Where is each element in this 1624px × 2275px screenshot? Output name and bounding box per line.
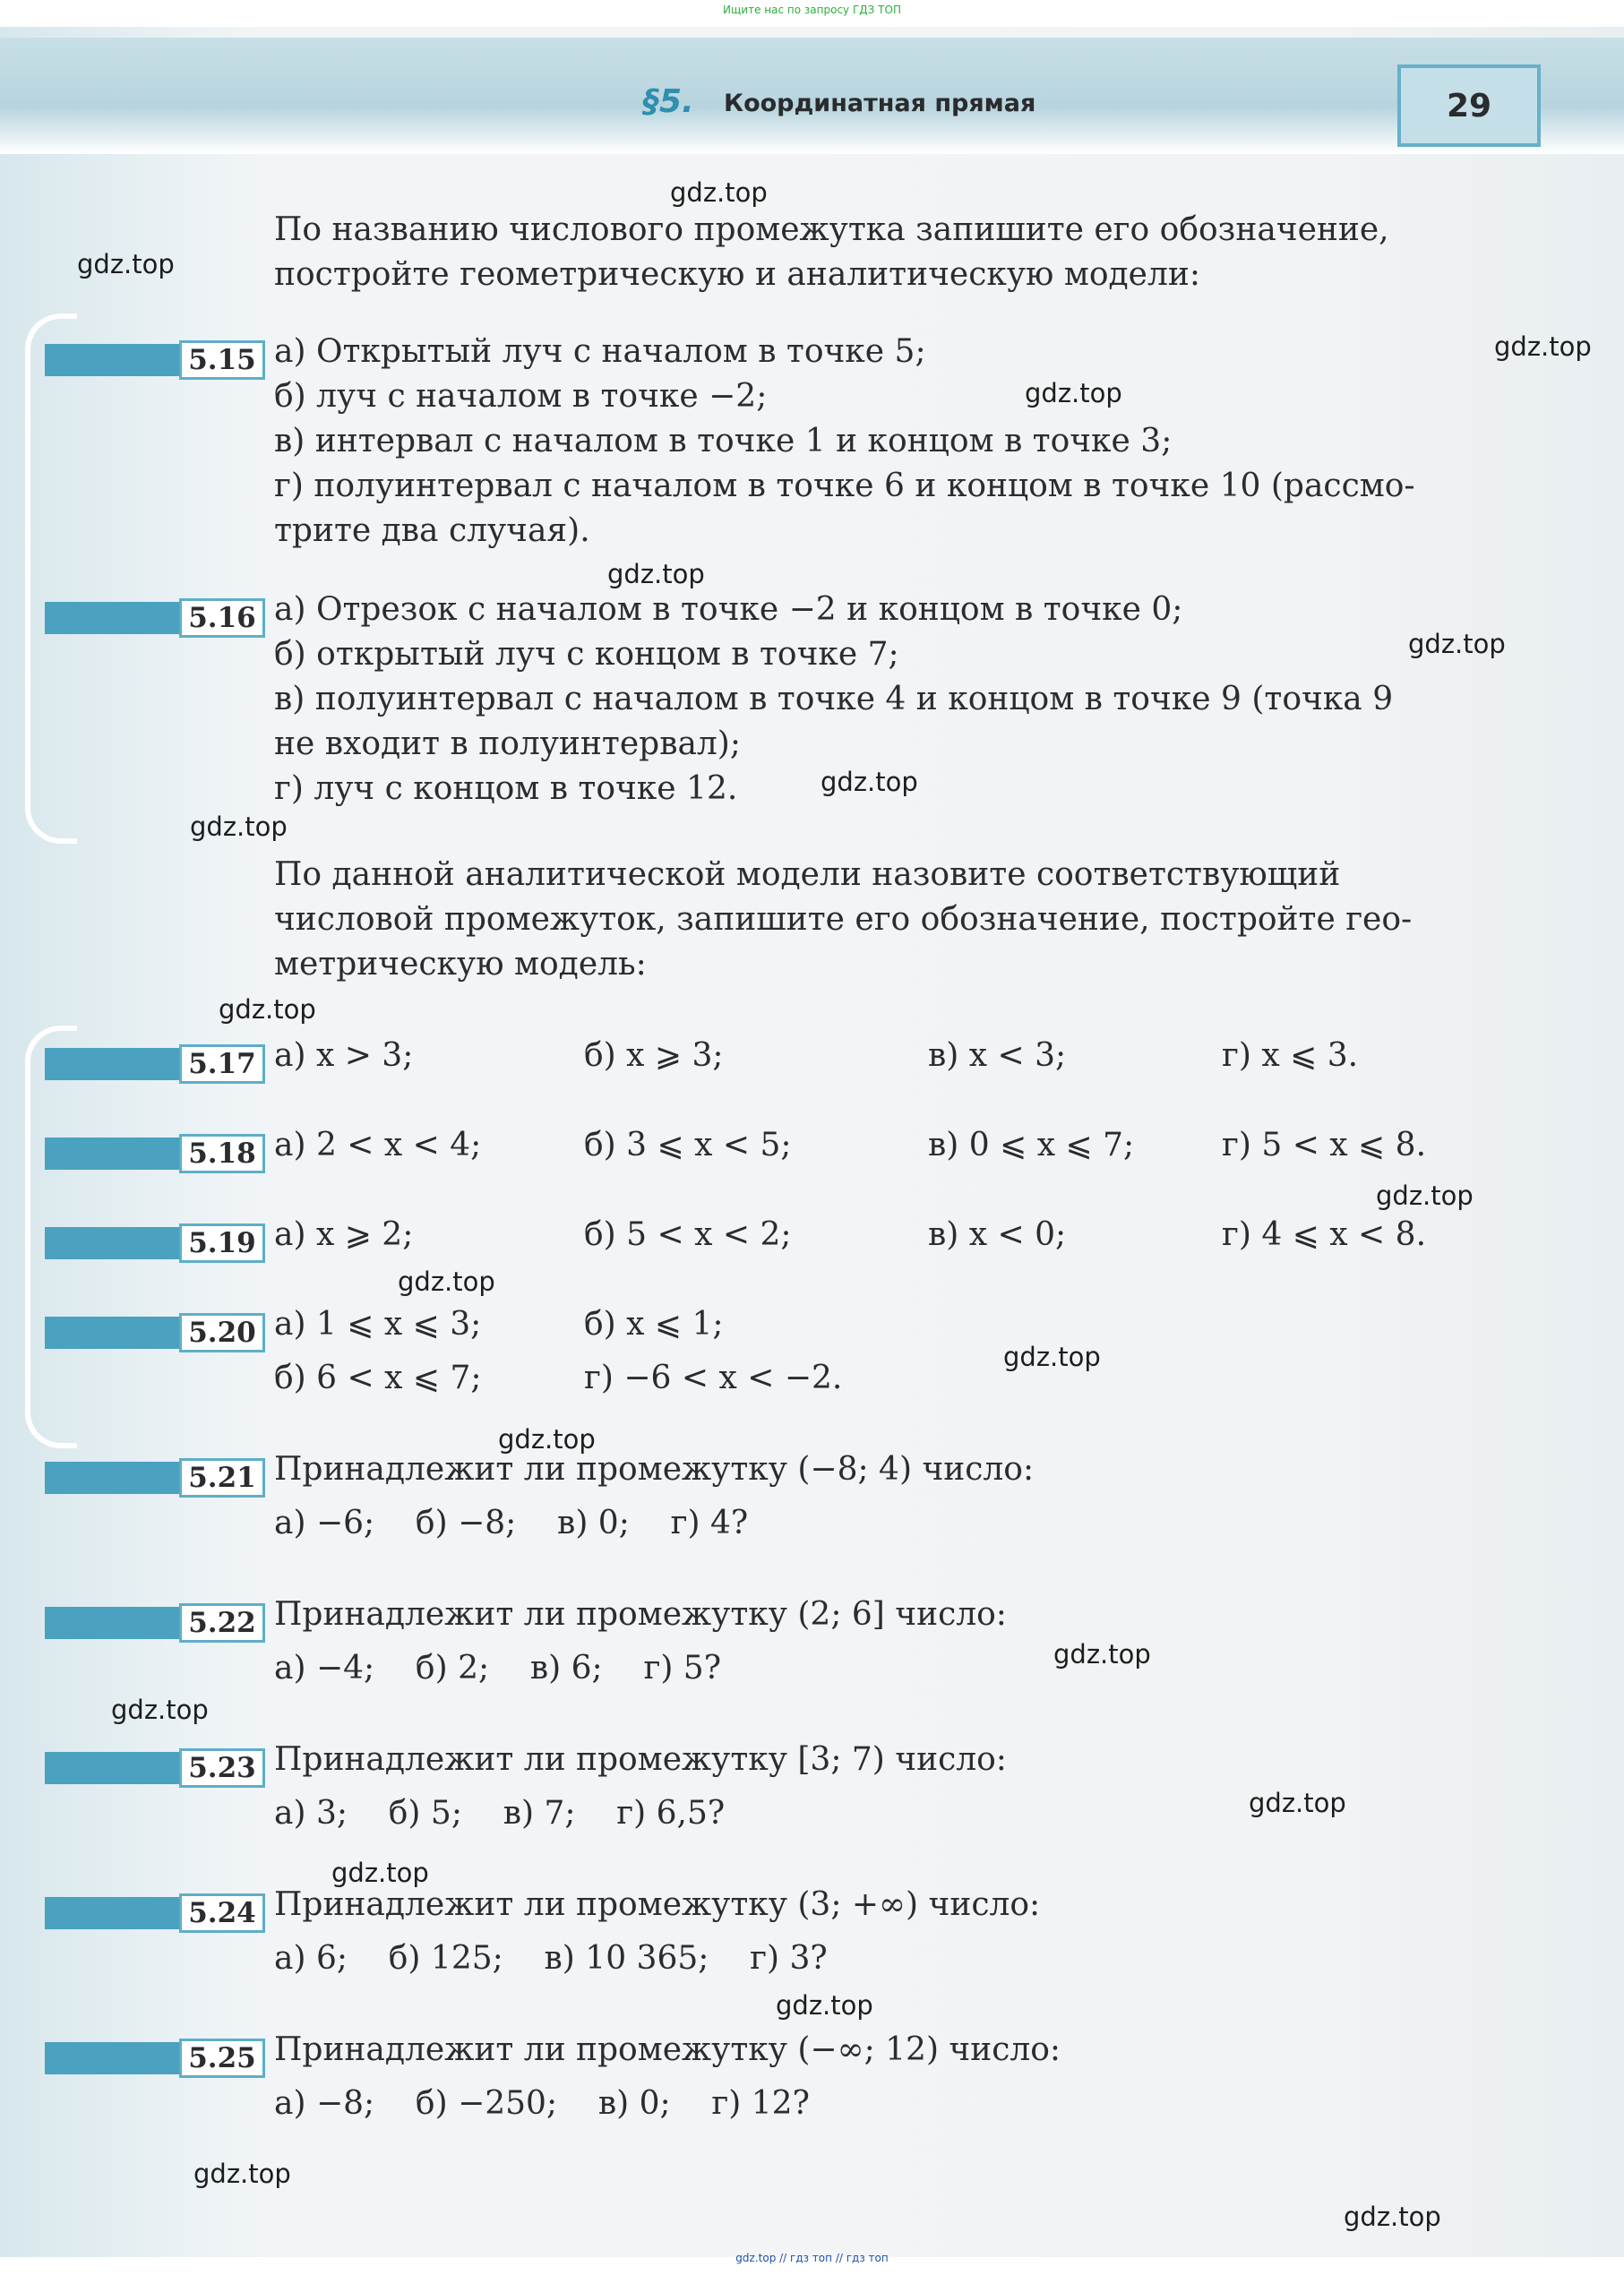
- watermark: gdz.top: [1408, 629, 1506, 659]
- answer-option: б) 5 < x < 2;: [584, 1216, 792, 1253]
- answer-option: в) 0 ⩽ x ⩽ 7;: [928, 1127, 1135, 1163]
- watermark: gdz.top: [111, 1695, 209, 1725]
- watermark: gdz.top: [498, 1424, 596, 1455]
- exercise-number-5-22: 5.22: [45, 1603, 265, 1643]
- group-bracket: [25, 313, 77, 844]
- exercise-line: в) интервал с началом в точке 1 и концом в точке 3;: [274, 423, 1173, 459]
- answer-option: б) x ⩾ 3;: [584, 1037, 724, 1074]
- exercise-number-5-23: 5.23: [45, 1748, 265, 1788]
- exercise-line: а) Отрезок с началом в точке −2 и концом в точке 0;: [274, 591, 1183, 628]
- question-line: Принадлежит ли промежутку (−∞; 12) число:: [274, 2031, 1061, 2068]
- exercise-line: г) полуинтервал с началом в точке 6 и концом в точке 10 (рассмо-: [274, 468, 1415, 504]
- answer-option: б) 3 ⩽ x < 5;: [584, 1127, 792, 1163]
- bottom-note: gdz.top // гдз топ // гдз топ: [735, 2252, 889, 2264]
- answer-option: в) x < 0;: [928, 1216, 1067, 1253]
- exercise-line: б) луч с началом в точке −2;: [274, 378, 768, 415]
- exercise-number-5-25: 5.25: [45, 2039, 265, 2078]
- exercise-line: а) Открытый луч с началом в точке 5;: [274, 333, 926, 370]
- watermark: gdz.top: [1053, 1639, 1151, 1670]
- watermark: gdz.top: [1249, 1788, 1346, 1818]
- answer-option: б) 6 < x ⩽ 7;: [274, 1360, 482, 1396]
- answer-option: г) 5 < x ⩽ 8.: [1222, 1127, 1427, 1163]
- watermark: gdz.top: [193, 2159, 291, 2189]
- intro-line: По названию числового промежутка запишите его обозначение,: [274, 211, 1389, 248]
- watermark: gdz.top: [219, 994, 316, 1025]
- top-note: Ищите нас по запросу ГДЗ ТОП: [723, 4, 901, 16]
- question-line: Принадлежит ли промежутку (3; +∞) число:: [274, 1886, 1041, 1923]
- question-line: Принадлежит ли промежутку [3; 7) число:: [274, 1741, 1007, 1778]
- question-line: Принадлежит ли промежутку (−8; 4) число:: [274, 1451, 1035, 1488]
- watermark: gdz.top: [1025, 378, 1122, 408]
- exercise-number-5-16: 5.16: [45, 598, 265, 638]
- watermark: gdz.top: [1003, 1342, 1101, 1372]
- exercise-number-5-15: 5.15: [45, 340, 265, 380]
- exercise-line: не входит в полуинтервал);: [274, 725, 741, 762]
- watermark: gdz.top: [1494, 331, 1592, 362]
- answer-line: а) −6; б) −8; в) 0; г) 4?: [274, 1505, 749, 1541]
- exercise-line: г) луч с концом в точке 12.: [274, 770, 738, 807]
- answer-option: б) x ⩽ 1;: [584, 1306, 724, 1343]
- intro-line: метрическую модель:: [274, 946, 647, 983]
- question-line: Принадлежит ли промежутку (2; 6] число:: [274, 1596, 1007, 1633]
- exercise-number-5-24: 5.24: [45, 1893, 265, 1933]
- watermark: gdz.top: [77, 249, 175, 279]
- watermark: gdz.top: [331, 1858, 429, 1888]
- intro-line: постройте геометрическую и аналитическую модели:: [274, 256, 1200, 293]
- answer-option: а) x ⩾ 2;: [274, 1216, 414, 1253]
- watermark: gdz.top: [398, 1266, 495, 1297]
- exercise-number-5-19: 5.19: [45, 1223, 265, 1263]
- intro-line: По данной аналитической модели назовите соответствующий: [274, 856, 1341, 893]
- answer-option: а) 1 ⩽ x ⩽ 3;: [274, 1306, 482, 1343]
- exercise-line: б) открытый луч с концом в точке 7;: [274, 636, 899, 673]
- watermark: gdz.top: [821, 767, 918, 797]
- section-number: §5.: [643, 83, 694, 120]
- answer-option: г) 4 ⩽ x < 8.: [1222, 1216, 1427, 1253]
- answer-line: а) 6; б) 125; в) 10 365; г) 3?: [274, 1940, 828, 1977]
- watermark: gdz.top: [1344, 2202, 1441, 2232]
- watermark: gdz.top: [1376, 1180, 1474, 1211]
- answer-option: г) x ⩽ 3.: [1222, 1037, 1359, 1074]
- answer-option: г) −6 < x < −2.: [584, 1360, 843, 1396]
- exercise-number-5-20: 5.20: [45, 1313, 265, 1352]
- answer-option: в) x < 3;: [928, 1037, 1067, 1074]
- watermark: gdz.top: [670, 177, 768, 208]
- exercise-line: в) полуинтервал с началом в точке 4 и концом в точке 9 (точка 9: [274, 681, 1394, 717]
- watermark: gdz.top: [190, 811, 288, 842]
- intro-line: числовой промежуток, запишите его обозначение, постройте гео-: [274, 901, 1413, 938]
- answer-option: а) 2 < x < 4;: [274, 1127, 482, 1163]
- page-number: 29: [1397, 64, 1541, 147]
- answer-option: а) x > 3;: [274, 1037, 414, 1074]
- exercise-number-5-17: 5.17: [45, 1044, 265, 1084]
- watermark: gdz.top: [776, 1990, 873, 2021]
- watermark: gdz.top: [607, 559, 705, 589]
- exercise-number-5-21: 5.21: [45, 1458, 265, 1498]
- answer-line: а) −8; б) −250; в) 0; г) 12?: [274, 2085, 810, 2122]
- section-title: Координатная прямая: [724, 90, 1036, 117]
- exercise-line: трите два случая).: [274, 512, 590, 549]
- exercise-number-5-18: 5.18: [45, 1134, 265, 1173]
- answer-line: а) −4; б) 2; в) 6; г) 5?: [274, 1650, 722, 1687]
- answer-line: а) 3; б) 5; в) 7; г) 6,5?: [274, 1795, 726, 1832]
